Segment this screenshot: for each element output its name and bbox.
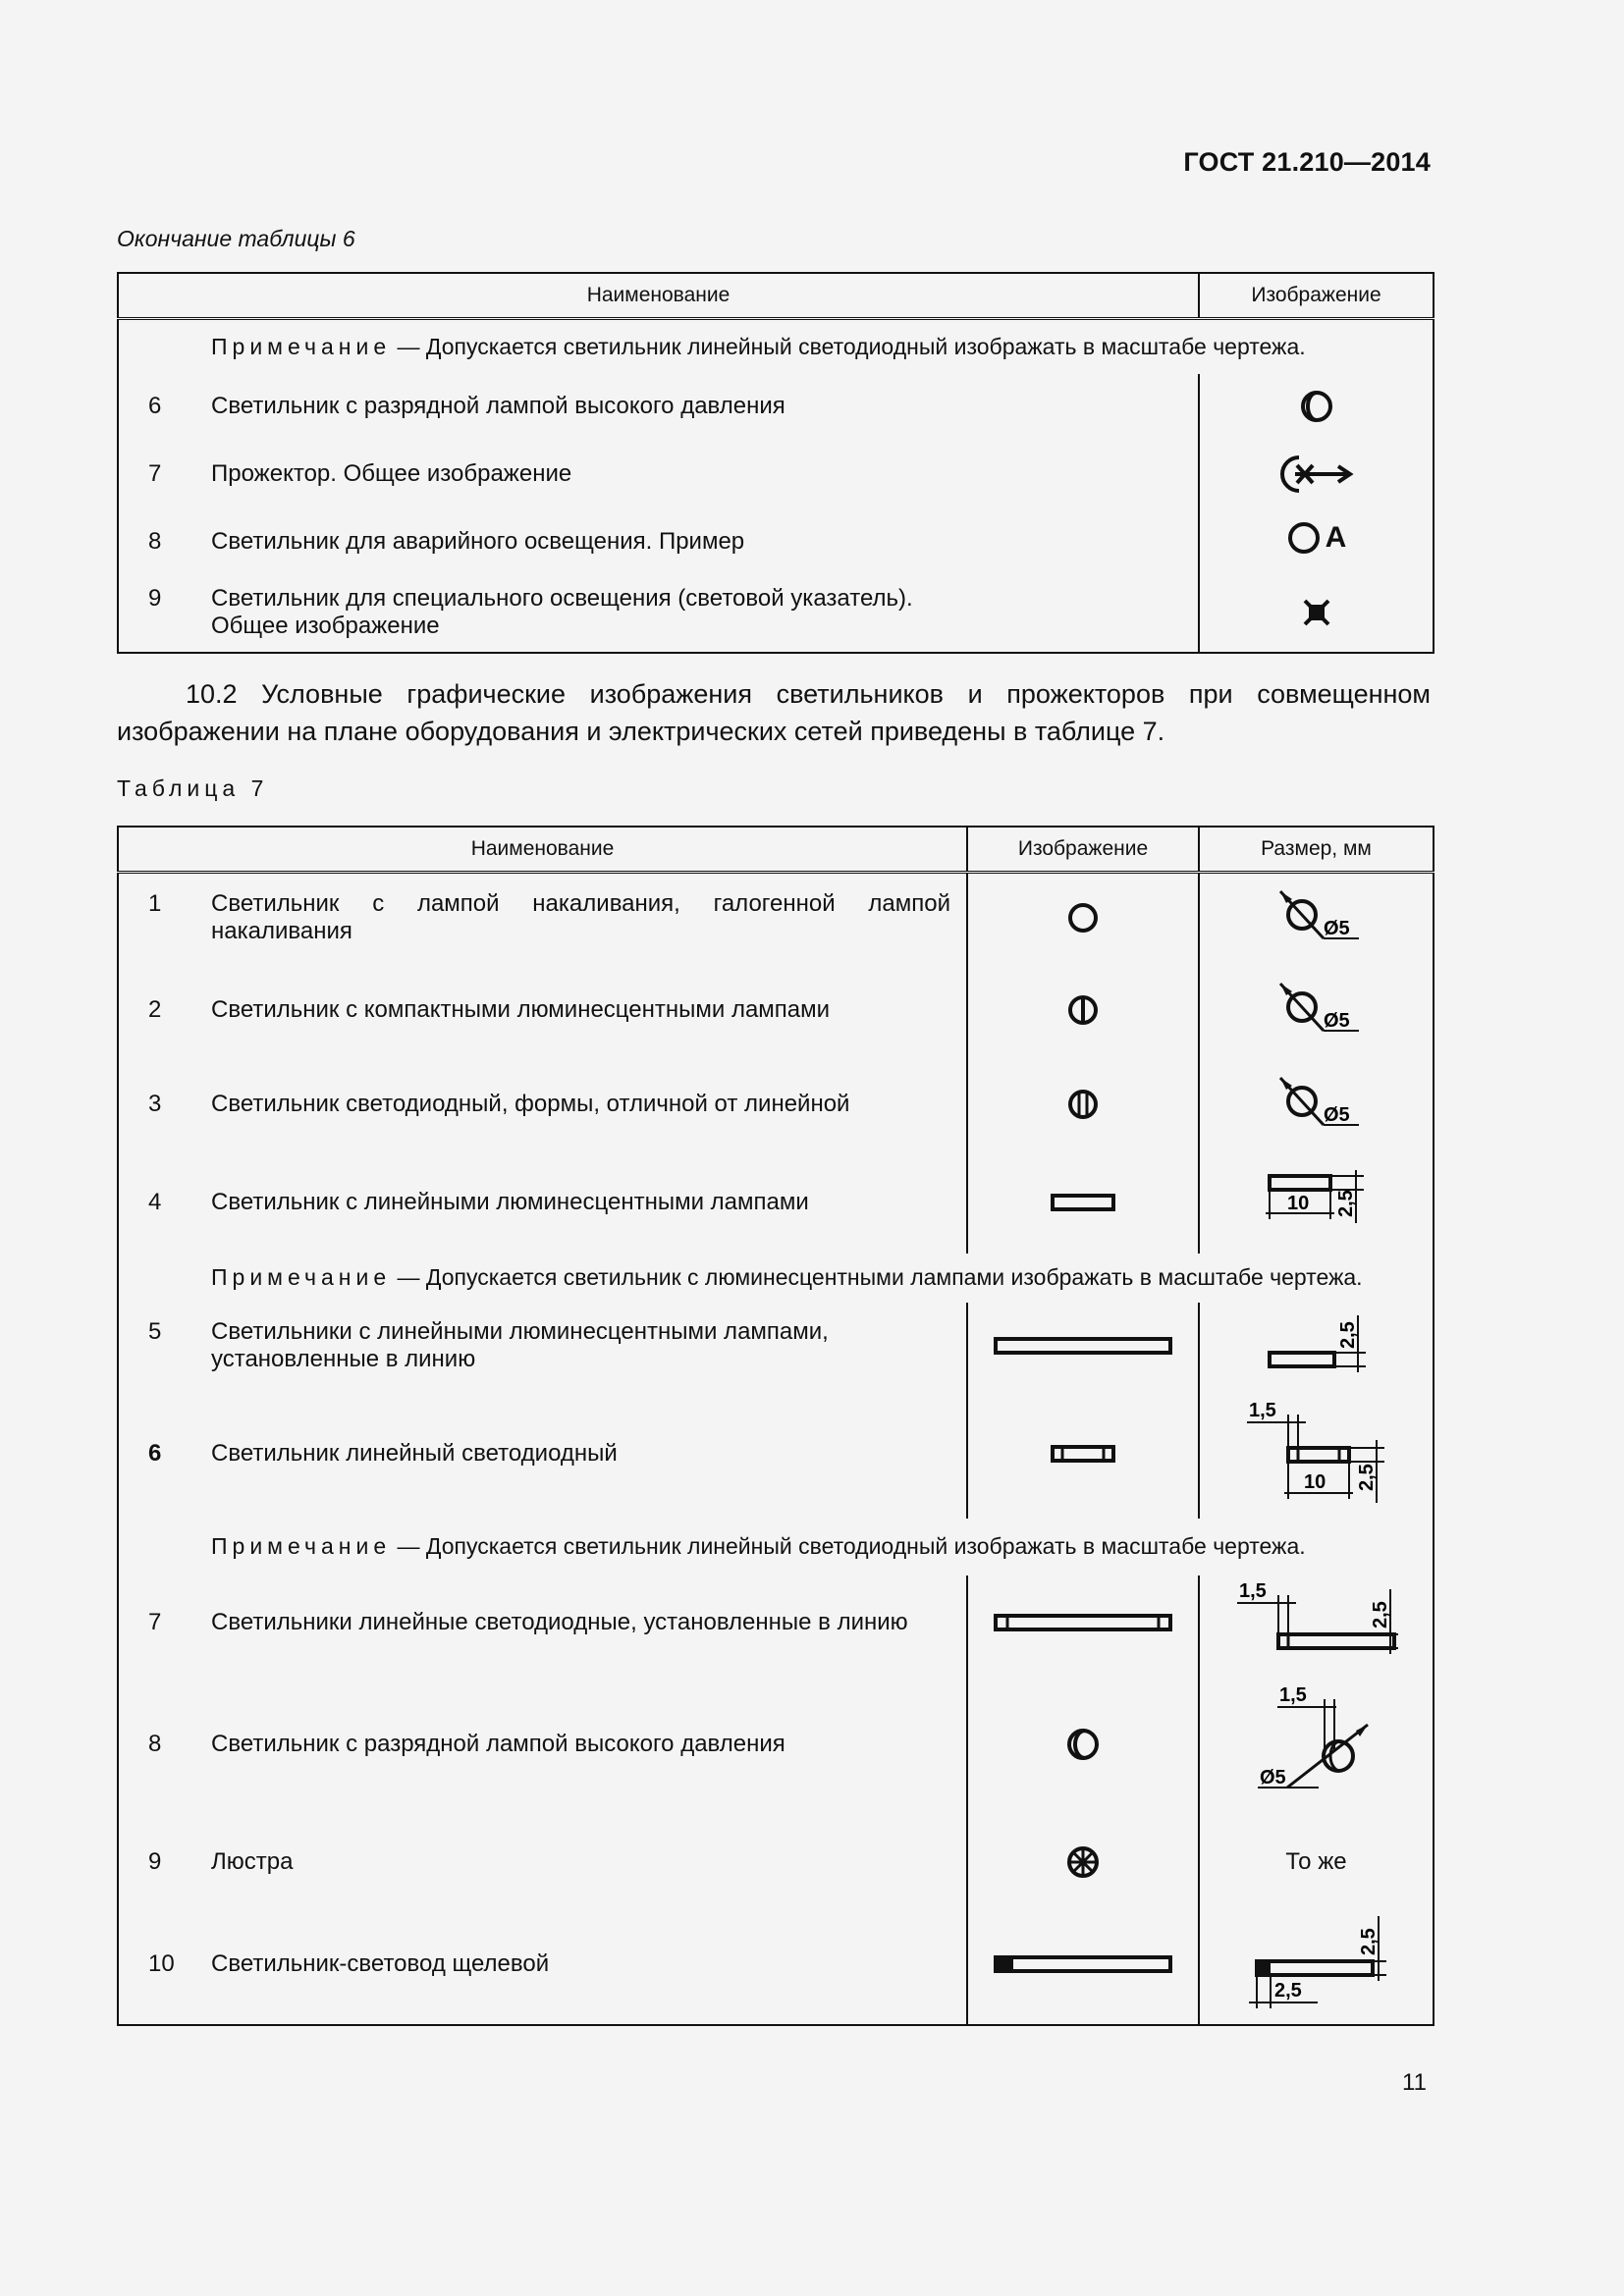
table-row xyxy=(118,1819,1434,1905)
table7-header-image: Изображение xyxy=(967,827,1199,873)
table6 xyxy=(117,272,1435,654)
rect-dimension-icon xyxy=(1258,1168,1376,1237)
dim-label: 1,5 xyxy=(1248,1399,1276,1421)
same-as-above: То же xyxy=(1285,1847,1347,1875)
table7-header-name: Наименование xyxy=(118,827,967,873)
table7 xyxy=(117,826,1435,2026)
row-number: 9 xyxy=(148,1847,162,1875)
table-row xyxy=(118,963,1434,1057)
table-row xyxy=(118,509,1434,574)
row-number: 6 xyxy=(148,392,162,419)
discharge-dimension-icon xyxy=(1248,1685,1385,1803)
row-number: 9 xyxy=(148,585,162,612)
note-text: — Допускается светильник линейный светодиодный изображать в масштабе чертежа. xyxy=(391,1533,1306,1559)
dim-label: 2,5 xyxy=(1334,1189,1357,1217)
table7-header-size: Размер, мм xyxy=(1199,827,1434,873)
row-name: Светильник с разрядной лампой высокого давления xyxy=(211,1730,785,1757)
table7-note-2 xyxy=(118,1519,1434,1575)
discharge-lamp-icon xyxy=(1063,1725,1103,1764)
table-row xyxy=(118,1905,1434,2025)
dim-label: 1,5 xyxy=(1238,1579,1267,1602)
row-number: 10 xyxy=(148,1950,175,1977)
floodlight-icon xyxy=(1277,450,1356,499)
discharge-lamp-icon xyxy=(1297,387,1336,426)
row-number: 1 xyxy=(148,890,162,918)
row-number: 4 xyxy=(148,1188,162,1215)
row-number: 3 xyxy=(148,1090,162,1117)
emergency-letter: А xyxy=(1325,521,1347,554)
linear-fluorescent-icon xyxy=(1051,1193,1115,1212)
row-name: Светильники с линейными люминесцентными лампами, установленные в линию xyxy=(211,1317,829,1372)
table7-note-1 xyxy=(118,1254,1434,1303)
row-name: Светильник для специального освещения (световой указатель). Общее изображение xyxy=(211,585,913,639)
dim-label: 2,5 xyxy=(1273,1980,1302,2002)
dim-label: 10 xyxy=(1303,1470,1326,1493)
table-row xyxy=(118,1670,1434,1819)
row-name: Прожектор. Общее изображение xyxy=(211,459,572,487)
dim-label: Ø5 xyxy=(1323,918,1350,940)
row-name: Светильники линейные светодиодные, установленные в линию xyxy=(211,1608,908,1635)
table6-note xyxy=(118,319,1434,374)
table-row xyxy=(118,374,1434,439)
row-number: 5 xyxy=(148,1317,162,1345)
dim-label: 10 xyxy=(1286,1192,1309,1214)
diameter-dimension-icon xyxy=(1263,1070,1371,1139)
row-name: Светильник с разрядной лампой высокого давления xyxy=(211,392,785,419)
table6-header-name: Наименование xyxy=(118,273,1199,319)
row-name: Светильник-световод щелевой xyxy=(211,1950,550,1977)
row-name: Светильник линейный светодиодный xyxy=(211,1439,618,1467)
table-row xyxy=(118,1303,1434,1389)
document-id: ГОСТ 21.210—2014 xyxy=(1183,147,1431,177)
dim-label: 2,5 xyxy=(1369,1600,1391,1629)
led-dimension-icon xyxy=(1243,1397,1390,1511)
diameter-dimension-icon xyxy=(1263,883,1371,952)
linear-led-icon xyxy=(1051,1444,1115,1464)
dim-label: 2,5 xyxy=(1357,1928,1380,1955)
led-line-dimension-icon xyxy=(1233,1579,1400,1662)
slot-dimension-icon xyxy=(1243,1910,1390,2018)
table6-caption: Окончание таблицы 6 xyxy=(117,226,355,251)
table-row xyxy=(118,1057,1434,1151)
table-row xyxy=(118,1575,1434,1670)
row-number: 6 xyxy=(148,1439,162,1467)
row-number: 8 xyxy=(148,527,162,555)
dim-label: 2,5 xyxy=(1336,1320,1359,1349)
dim-label: Ø5 xyxy=(1323,1009,1350,1032)
table-row xyxy=(118,574,1434,653)
fluorescent-line-icon xyxy=(994,1336,1172,1356)
note-label: Примечание xyxy=(211,1533,392,1559)
table7-caption: Таблица 7 xyxy=(117,775,269,801)
row-name: Светильник для аварийного освещения. Пример xyxy=(211,527,745,555)
section-10-2-paragraph: 10.2 Условные графические изображения светильников и прожекторов при совмещенном изображении на плане оборудования и электрических сетей приведены в таблице 7. xyxy=(117,679,1431,746)
table-row xyxy=(118,1389,1434,1519)
led-round-icon xyxy=(1065,1087,1101,1122)
note-text: — Допускается светильник линейный светодиодный изображать в масштабе чертежа. xyxy=(391,333,1306,359)
row-number: 7 xyxy=(148,459,162,487)
row-number: 8 xyxy=(148,1730,162,1757)
row-name: Люстра xyxy=(211,1847,294,1875)
note-text: — Допускается светильник с люминесцентными лампами изображать в масштабе чертежа. xyxy=(391,1264,1363,1290)
chandelier-icon xyxy=(1063,1842,1103,1882)
table-row xyxy=(118,873,1434,963)
emergency-lamp-icon xyxy=(1286,520,1347,556)
row-name: Светильник светодиодный, формы, отличной от линейной xyxy=(211,1090,850,1117)
page-number: 11 xyxy=(1402,2069,1427,2096)
row-name: Светильник с компактными люминесцентными лампами xyxy=(211,995,831,1023)
row-name: Светильник с линейными люминесцентными лампами xyxy=(211,1188,809,1215)
row-name: Светильник с лампой накаливания, галогенной лампой накаливания xyxy=(211,890,950,945)
table6-header-image: Изображение xyxy=(1199,273,1434,319)
line-dimension-icon xyxy=(1258,1311,1376,1380)
note-label: Примечание xyxy=(211,1264,392,1290)
slot-lightguide-icon xyxy=(994,1954,1172,1974)
compact-fluorescent-icon xyxy=(1065,992,1101,1028)
row-number: 2 xyxy=(148,995,162,1023)
dim-label: 1,5 xyxy=(1278,1683,1307,1706)
signal-lamp-icon xyxy=(1302,598,1331,627)
row-number: 7 xyxy=(148,1608,162,1635)
dim-label: Ø5 xyxy=(1323,1103,1350,1126)
table-row xyxy=(118,1151,1434,1254)
dim-label: 2,5 xyxy=(1355,1463,1378,1491)
diameter-dimension-icon xyxy=(1263,976,1371,1044)
table-row xyxy=(118,439,1434,509)
note-label: Примечание xyxy=(211,333,392,359)
incandescent-lamp-icon xyxy=(1065,900,1101,935)
led-line-icon xyxy=(994,1613,1172,1632)
dim-label: Ø5 xyxy=(1259,1766,1286,1789)
